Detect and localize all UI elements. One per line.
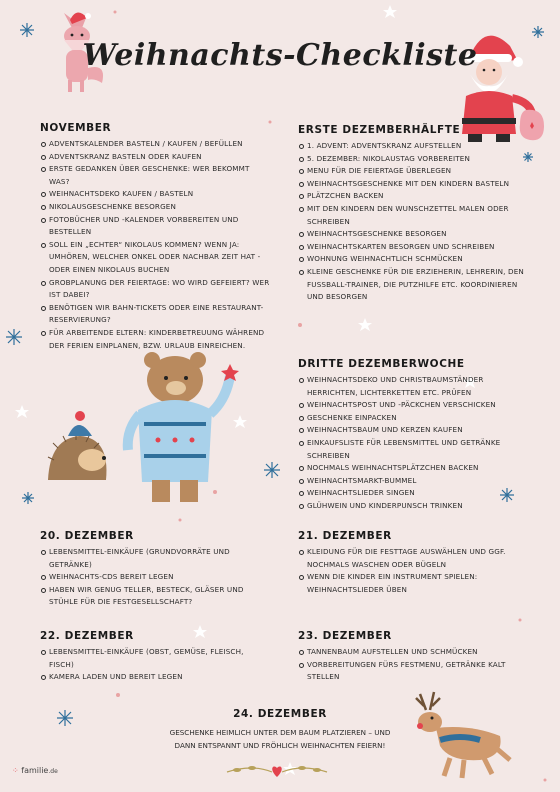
list-item: WEIHNACHTSLIEDER SINGEN <box>298 487 530 500</box>
section-heading: 22. DEZEMBER <box>40 630 134 642</box>
snowflake-icon <box>57 710 73 726</box>
list-item: HABEN WIR GENUG TELLER, BESTECK, GLÄSER UND STÜHLE FÜR DIE FESTGESELLSCHAFT? <box>40 584 265 609</box>
checklist <box>40 546 265 609</box>
list-item: MENU FÜR DIE FEIERTAGE ÜBERLEGEN <box>298 165 530 178</box>
list-item: WENN DIE KINDER EIN INSTRUMENT SPIELEN: WEIHNACHTSLIEDER ÜBEN <box>298 571 523 596</box>
heart-icon <box>272 766 282 777</box>
section-22-dezember <box>40 630 265 684</box>
section-24-dezember <box>120 708 440 724</box>
list-item: BENÖTIGEN WIR BAHN-TICKETS ODER EINE RESTAURANT-RESERVIERUNG? <box>40 302 270 327</box>
snowflake-icon <box>22 492 34 504</box>
section-heading: DRITTE DEZEMBERWOCHE <box>298 358 465 370</box>
checklist <box>298 374 530 513</box>
snowflake-icon <box>20 23 34 37</box>
list-item: ADVENTSKALENDER BASTELN / KAUFEN / BEFÜLLEN <box>40 138 270 151</box>
list-item: 1. ADVENT: ADVENTSKRANZ AUFSTELLEN <box>298 140 530 153</box>
section-heading: NOVEMBER <box>40 122 112 134</box>
list-item: FÜR ARBEITENDE ELTERN: KINDERBETREUUNG WÄHREND DER FERIEN EINPLANEN, BZW. URLAUB EINREICHEN. <box>40 327 270 352</box>
garland-icon <box>222 762 332 782</box>
list-item: WEIHNACHTSDEKO UND CHRISTBAUMSTÄNDER HERRICHTEN, LICHTERKETTEN ETC. PRÜFEN <box>298 374 530 399</box>
list-item: WEIHNACHTSDEKO KAUFEN / BASTELN <box>40 188 270 201</box>
list-item: LEBENSMITTEL-EINKÄUFE (OBST, GEMÜSE, FLEISCH, FISCH) <box>40 646 265 671</box>
closing-line: DANN ENTSPANNT UND FRÖHLICH WEIHNACHTEN FEIERN! <box>174 741 386 750</box>
section-23-dezember <box>298 630 523 684</box>
checklist <box>298 140 530 304</box>
page-title: Weihnachts-Checkliste <box>82 38 478 73</box>
star-icon <box>358 318 372 331</box>
section-dritte-dezemberwoche <box>298 358 530 513</box>
section-heading: 24. DEZEMBER <box>233 708 327 720</box>
checklist <box>298 646 523 684</box>
list-item: NOCHMALS WEIHNACHTSPLÄTZCHEN BACKEN <box>298 462 530 475</box>
list-item: 5. DEZEMBER: NIKOLAUSTAG VORBEREITEN <box>298 153 530 166</box>
list-item: WEIHNACHTSGESCHENKE BESORGEN <box>298 228 530 241</box>
list-item: SOLL EIN „ECHTER“ NIKOLAUS KOMMEN? WENN JA: UMHÖREN, WELCHER ONKEL ODER NACHBAR ZEIT HAT - ODER EINEN NIKOLAUS BUCHEN <box>40 239 270 277</box>
brand-logo <box>12 766 58 775</box>
list-item: LEBENSMITTEL-EINKÄUFE (GRUNDVORRÄTE UND GETRÄNKE) <box>40 546 265 571</box>
list-item: WEIHNACHTSKARTEN BESORGEN UND SCHREIBEN <box>298 241 530 254</box>
logo-text: familie <box>21 766 49 775</box>
list-item: ADVENTSKRANZ BASTELN ODER KAUFEN <box>40 151 270 164</box>
section-20-dezember <box>40 530 265 609</box>
list-item: WEIHNACHTSGESCHENKE MIT DEN KINDERN BASTELN <box>298 178 530 191</box>
section-heading: 21. DEZEMBER <box>298 530 392 542</box>
section-heading: 23. DEZEMBER <box>298 630 392 642</box>
list-item: NIKOLAUSGESCHENKE BESORGEN <box>40 201 270 214</box>
list-item: EINKAUFSLISTE FÜR LEBENSMITTEL UND GETRÄNKE SCHREIBEN <box>298 437 530 462</box>
section-21-dezember <box>298 530 523 596</box>
section-erste-dezemberhaelfte <box>298 124 530 304</box>
list-item: MIT DEN KINDERN DEN WUNSCHZETTEL MALEN ODER SCHREIBEN <box>298 203 530 228</box>
section-heading: 20. DEZEMBER <box>40 530 134 542</box>
checklist <box>298 546 523 596</box>
list-item: PLÄTZCHEN BACKEN <box>298 190 530 203</box>
list-item: KAMERA LADEN UND BEREIT LEGEN <box>40 671 265 684</box>
checklist <box>40 138 270 352</box>
list-item: FOTOBÜCHER UND -KALENDER VORBEREITEN UND BESTELLEN <box>40 214 270 239</box>
checklist <box>40 646 265 684</box>
section-heading: ERSTE DEZEMBERHÄLFTE <box>298 124 461 136</box>
list-item: WEIHNACHTSBAUM UND KERZEN KAUFEN <box>298 424 530 437</box>
snowflake-icon <box>6 329 22 345</box>
closing-line: GESCHENKE HEIMLICH UNTER DEM BAUM PLATZIEREN – UND <box>169 728 391 737</box>
list-item: WEIHNACHTSPOST UND -PÄCKCHEN VERSCHICKEN <box>298 399 530 412</box>
list-item: WEIHNACHTS-CDS BEREIT LEGEN <box>40 571 265 584</box>
closing-text <box>120 726 440 752</box>
bear-hedgehog-illustration <box>40 350 240 510</box>
section-november <box>40 122 270 352</box>
list-item: GESCHENKE EINPACKEN <box>298 412 530 425</box>
list-item: WOHNUNG WEIHNACHTLICH SCHMÜCKEN <box>298 253 530 266</box>
star-icon <box>15 405 29 418</box>
logo-dots-icon: ⁘ <box>12 766 19 775</box>
list-item: TANNENBAUM AUFSTELLEN UND SCHMÜCKEN <box>298 646 523 659</box>
star-icon <box>383 5 397 18</box>
logo-suffix: .de <box>48 768 58 775</box>
list-item: GROBPLANUNG DER FEIERTAGE: WO WIRD GEFEIERT? WER IST DABEI? <box>40 277 270 302</box>
list-item: ERSTE GEDANKEN ÜBER GESCHENKE: WER BEKOMMT WAS? <box>40 163 270 188</box>
list-item: GLÜHWEIN UND KINDERPUNSCH TRINKEN <box>298 500 530 513</box>
snowflake-icon <box>264 462 280 478</box>
list-item: KLEIDUNG FÜR DIE FESTTAGE AUSWÄHLEN UND GGF. NOCHMALS WASCHEN ODER BÜGELN <box>298 546 523 571</box>
list-item: VORBEREITUNGEN FÜRS FESTMENU, GETRÄNKE KALT STELLEN <box>298 659 523 684</box>
list-item: KLEINE GESCHENKE FÜR DIE ERZIEHERIN, LEHRERIN, DEN FUSSBALL-TRAINER, DIE PUTZHILFE ETC. KOORDINIEREN UND BESORGEN <box>298 266 530 304</box>
list-item: WEIHNACHTSMARKT-BUMMEL <box>298 475 530 488</box>
